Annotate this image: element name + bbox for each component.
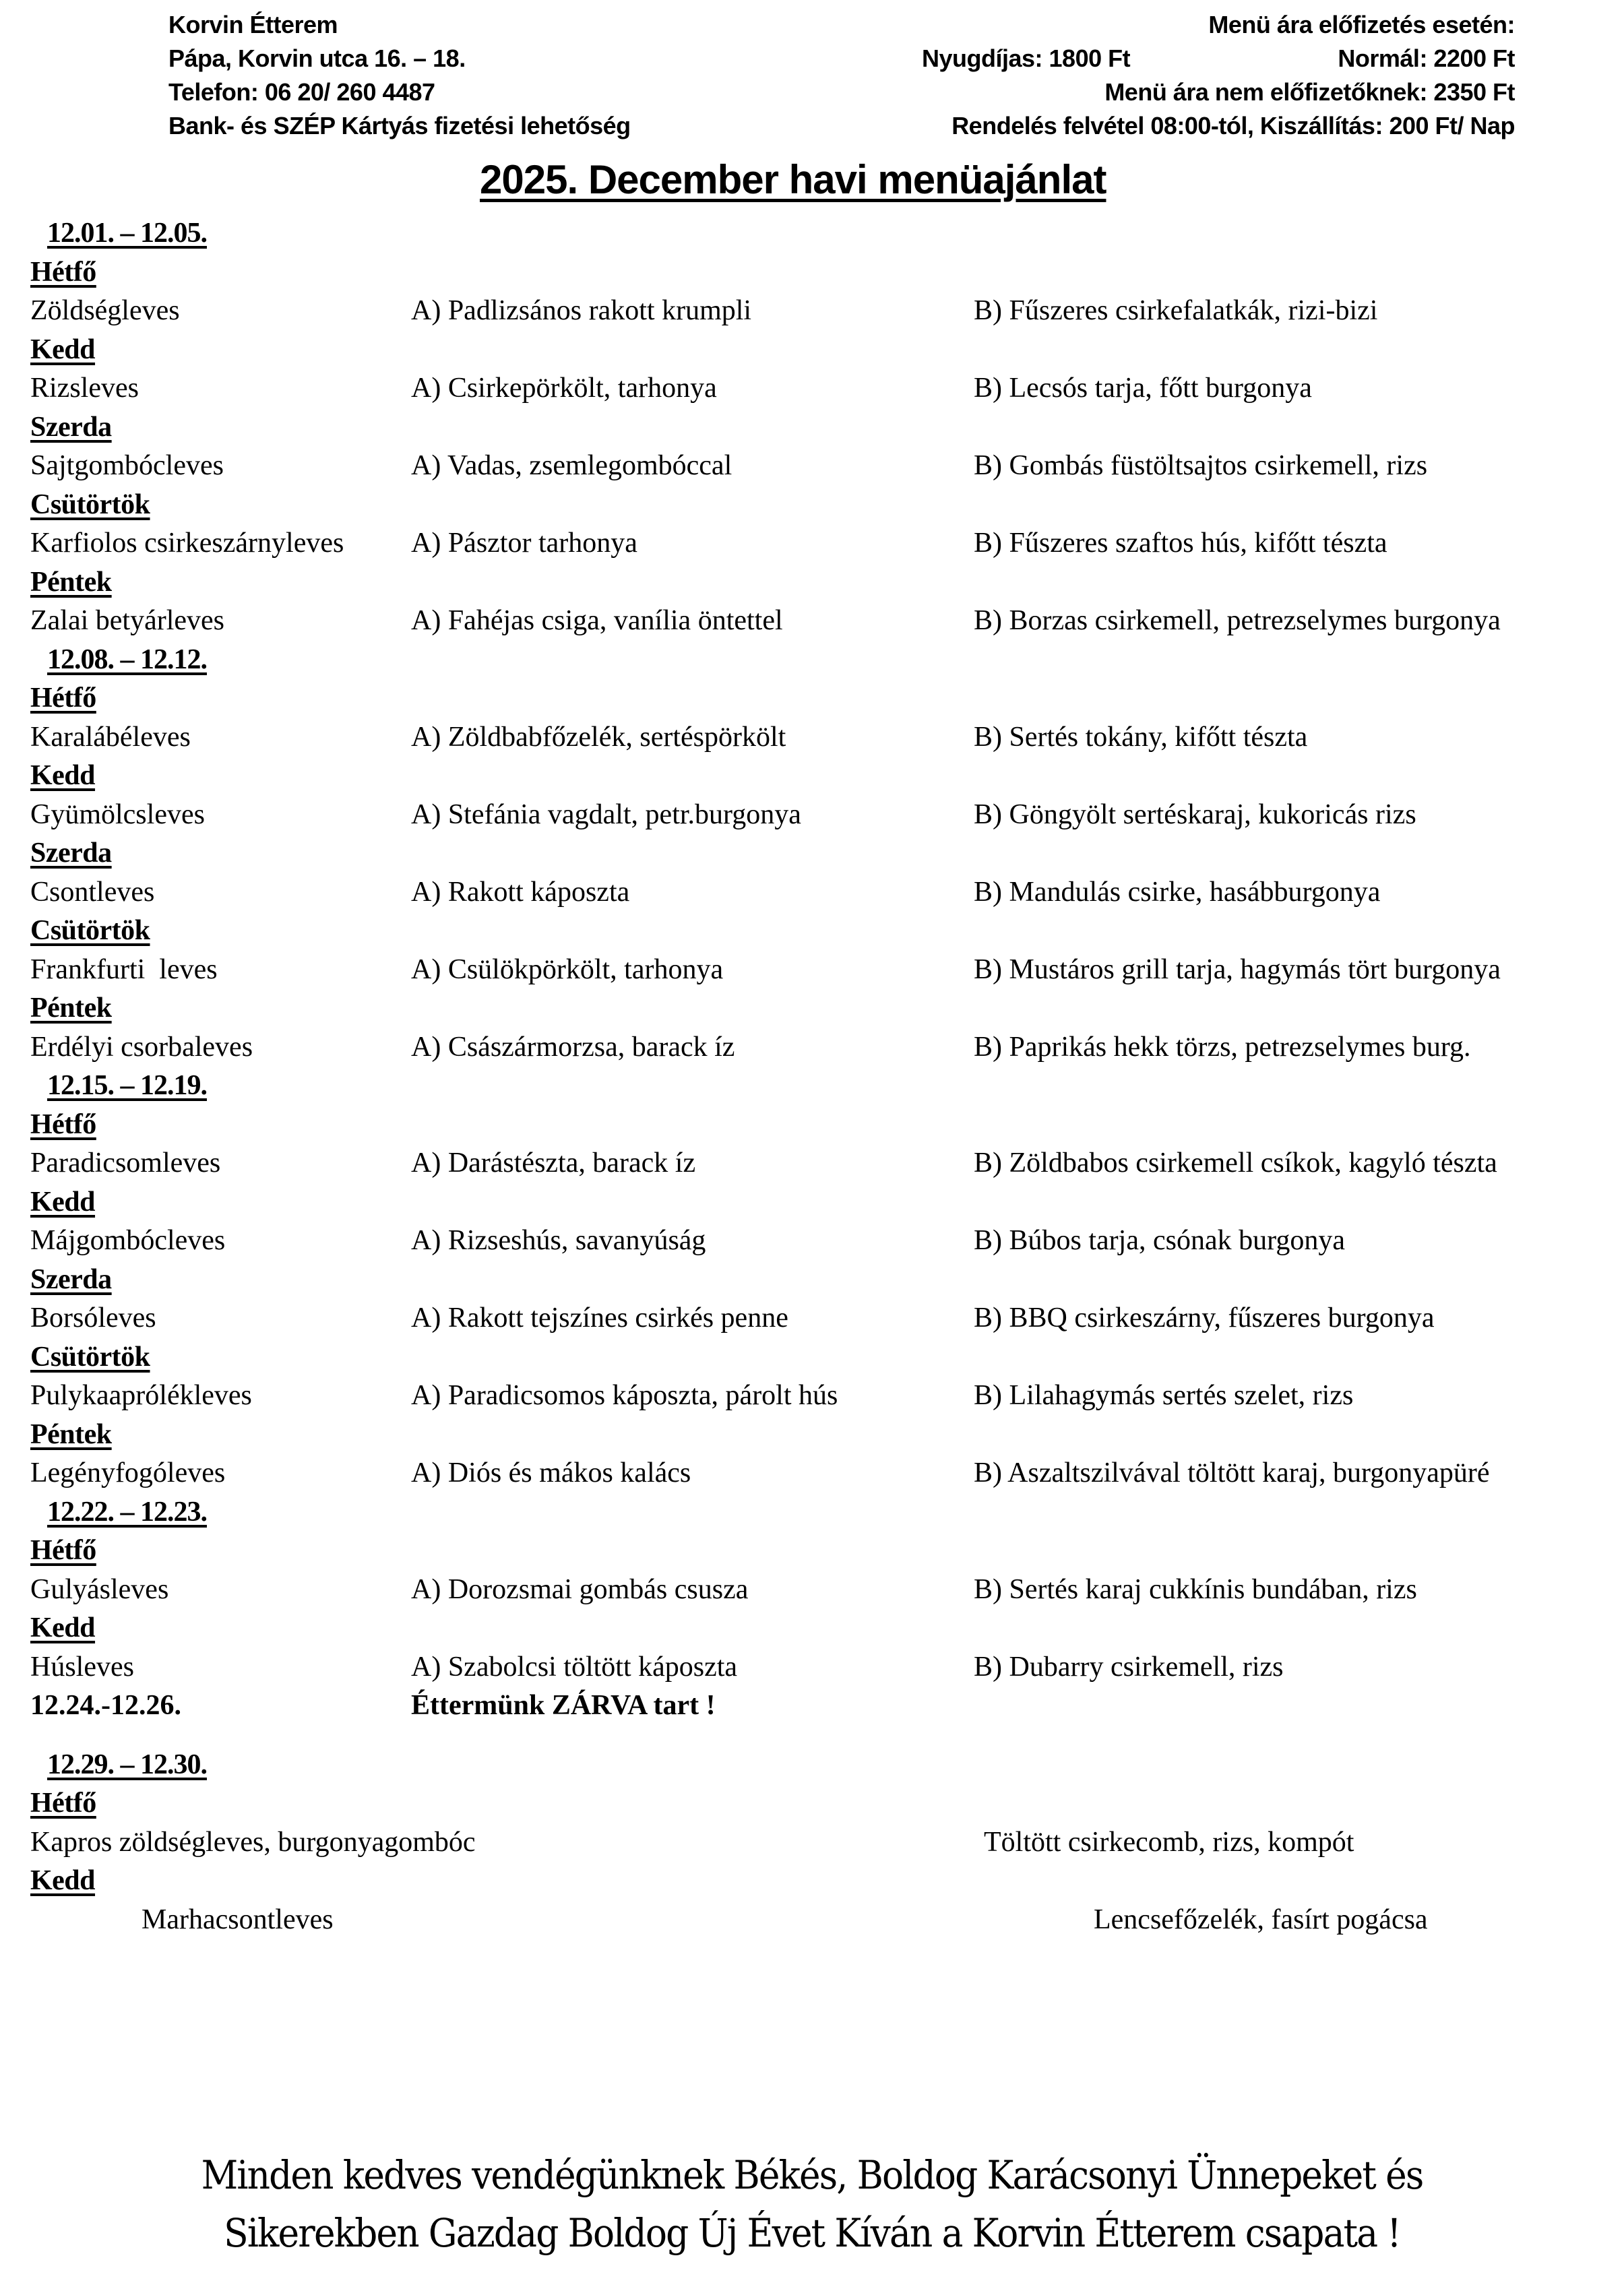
soup: Májgombócleves [30, 1225, 226, 1256]
subscription-prices [922, 42, 1515, 75]
day-label: Péntek [30, 1418, 112, 1450]
menu-b: B) Sertés karaj cukkínis bundában, rizs [974, 1573, 1417, 1605]
menu-row [30, 1571, 1600, 1610]
menu-row [30, 1299, 1600, 1338]
holiday-greeting [65, 2146, 1559, 2262]
greeting-line-1: Minden kedves vendégünknek Békés, Boldog Karácsonyi Ünnepeket és [201, 2152, 1423, 2198]
menu-row [30, 951, 1600, 990]
soup: Marhacsontleves [142, 1904, 334, 1935]
menu-row [30, 796, 1600, 835]
soup: Frankfurti leves [30, 953, 218, 985]
menu-a: A) Fahéjas csiga, vanília öntettel [411, 605, 783, 636]
day-label: Kedd [30, 1865, 96, 1896]
day-label: Hétfő [30, 683, 96, 714]
menu-b: B) Fűszeres csirkefalatkák, rizi-bizi [974, 295, 1378, 326]
menu-a: A) Padlizsános rakott krumpli [411, 295, 752, 326]
week-range: 12.22. – 12.23. [47, 1496, 207, 1528]
day-label: Kedd [30, 334, 96, 365]
menu-b: B) Lilahagymás sertés szelet, rizs [974, 1380, 1354, 1411]
week-range: 12.15. – 12.19. [47, 1070, 207, 1101]
spacer [30, 1726, 1600, 1746]
week-range: 12.01. – 12.05. [47, 218, 207, 249]
payment-options: Bank- és SZÉP Kártyás fizetési lehetőség [168, 112, 631, 139]
day-label: Kedd [30, 1186, 96, 1218]
menu-b: B) Fűszeres szaftos hús, kifőtt tészta [974, 528, 1387, 559]
menu-a: A) Császármorzsa, barack íz [411, 1031, 735, 1063]
day-label: Péntek [30, 993, 112, 1024]
menu-a: A) Rakott tejszínes csirkés penne [411, 1303, 788, 1333]
menu-a: A) Pásztor tarhonya [411, 528, 637, 559]
day-label: Hétfő [30, 1788, 96, 1819]
menu-a: A) Vadas, zsemlegombóccal [411, 450, 732, 481]
menu-b: B) Sertés tokány, kifőtt tészta [974, 721, 1308, 753]
menu-a: A) Stefánia vagdalt, petr.burgonya [411, 798, 801, 830]
menu-row [30, 873, 1600, 912]
restaurant-phone: Telefon: 06 20/ 260 4487 [168, 78, 435, 106]
soup: Karalábéleves [30, 721, 191, 753]
soup: Kapros zöldségleves, burgonyagombóc [30, 1826, 476, 1858]
menu-row [30, 1648, 1600, 1687]
soup: Borsóleves [30, 1303, 156, 1333]
day-label: Csütörtök [30, 915, 150, 946]
menu-row [30, 1823, 1600, 1862]
day-label: Hétfő [30, 256, 96, 288]
pensioner-price: Nyugdíjas: 1800 Ft [922, 44, 1131, 72]
day-label: Szerda [30, 1263, 112, 1295]
closed-range: 12.24.-12.26. [30, 1690, 181, 1721]
day-label: Csütörtök [30, 489, 150, 520]
price-info [922, 8, 1515, 143]
menu-b: B) BBQ csirkeszárny, fűszeres burgonya [974, 1303, 1435, 1333]
non-subscriber-price: Menü ára nem előfizetőknek: 2350 Ft [1104, 78, 1515, 106]
menu-b: B) Zöldbabos csirkemell csíkok, kagyló tészta [974, 1148, 1497, 1179]
menu-a: A) Dorozsmai gombás csusza [411, 1573, 749, 1605]
menu-row [30, 1144, 1600, 1183]
menu-row [30, 1222, 1600, 1261]
greeting-line-2: Sikerekben Gazdag Boldog Új Évet Kíván a Korvin Étterem csapata ! [224, 2210, 1400, 2256]
menu-a: A) Darástészta, barack íz [411, 1148, 696, 1179]
menu-b: B) Búbos tarja, csónak burgonya [974, 1225, 1345, 1256]
soup: Zöldségleves [30, 295, 180, 326]
menu-b: B) Lecsós tarja, főtt burgonya [974, 373, 1312, 404]
menu-row [30, 447, 1600, 486]
main-dish: Töltött csirkecomb, rizs, kompót [984, 1826, 1354, 1858]
soup: Csontleves [30, 876, 155, 908]
day-label: Hétfő [30, 1535, 96, 1566]
week-range: 12.08. – 12.12. [47, 644, 207, 675]
normal-price: Normál: 2200 Ft [1338, 44, 1515, 72]
menu-a: A) Rizseshús, savanyúság [411, 1225, 706, 1256]
week-range: 12.29. – 12.30. [47, 1749, 207, 1780]
day-label: Hétfő [30, 1108, 96, 1140]
page-title: 2025. December havi menüajánlat [480, 157, 1106, 202]
menu-a: A) Paradicsomos káposzta, párolt hús [411, 1380, 838, 1411]
menu-row [30, 1454, 1600, 1493]
soup: Zalai betyárleves [30, 605, 225, 636]
day-label: Szerda [30, 838, 112, 869]
menu-b: B) Gombás füstöltsajtos csirkemell, rizs [974, 450, 1428, 481]
main-dish: Lencsefőzelék, fasírt pogácsa [1094, 1904, 1428, 1935]
soup: Gulyásleves [30, 1573, 169, 1605]
soup: Erdélyi csorbaleves [30, 1031, 253, 1063]
menu-row [30, 369, 1600, 408]
day-label: Péntek [30, 566, 112, 598]
menu-row [30, 292, 1600, 331]
closed-notice: Éttermünk ZÁRVA tart ! [411, 1690, 716, 1721]
menu-b: B) Borzas csirkemell, petrezselymes burgonya [974, 605, 1501, 636]
menu-a: A) Zöldbabfőzelék, sertéspörkölt [411, 721, 786, 753]
menu-row [30, 1377, 1600, 1416]
menu-b: B) Mustáros grill tarja, hagymás tört burgonya [974, 953, 1501, 985]
menu-b: B) Dubarry csirkemell, rizs [974, 1651, 1284, 1683]
soup: Paradicsomleves [30, 1148, 221, 1179]
menu-row [30, 718, 1600, 757]
menu-row [30, 524, 1600, 563]
soup: Rizsleves [30, 373, 139, 404]
day-label: Kedd [30, 760, 96, 791]
menu-b: B) Aszaltszilvával töltött karaj, burgonyapüré [974, 1457, 1490, 1488]
soup: Gyümölcsleves [30, 798, 205, 830]
menu-a: A) Szabolcsi töltött káposzta [411, 1651, 738, 1683]
soup: Sajtgombócleves [30, 450, 224, 481]
menu-body [30, 214, 1600, 1939]
day-label: Szerda [30, 411, 112, 443]
subscription-label: Menü ára előfizetés esetén: [1208, 11, 1515, 38]
menu-b: B) Paprikás hekk törzs, petrezselymes burg. [974, 1031, 1471, 1063]
restaurant-address: Pápa, Korvin utca 16. – 18. [168, 44, 466, 72]
day-label: Kedd [30, 1612, 96, 1643]
ordering-delivery-info: Rendelés felvétel 08:00-tól, Kiszállítás: 200 Ft/ Nap [951, 112, 1515, 139]
closed-row [30, 1687, 1600, 1726]
restaurant-info [168, 8, 631, 143]
menu-row [30, 1901, 1600, 1940]
day-label: Csütörtök [30, 1341, 150, 1373]
soup: Pulykaaprólékleves [30, 1380, 252, 1411]
menu-a: A) Diós és mákos kalács [411, 1457, 691, 1488]
soup: Karfiolos csirkeszárnyleves [30, 528, 344, 559]
menu-a: A) Rakott káposzta [411, 876, 630, 908]
menu-b: B) Mandulás csirke, hasábburgonya [974, 876, 1381, 908]
menu-a: A) Csülökpörkölt, tarhonya [411, 953, 724, 985]
soup: Legényfogóleves [30, 1457, 226, 1488]
menu-a: A) Csirkepörkölt, tarhonya [411, 373, 717, 404]
restaurant-name: Korvin Étterem [168, 11, 338, 38]
menu-row [30, 602, 1600, 641]
menu-row [30, 1028, 1600, 1067]
soup: Húsleves [30, 1651, 134, 1683]
menu-b: B) Göngyölt sertéskaraj, kukoricás rizs [974, 798, 1416, 830]
